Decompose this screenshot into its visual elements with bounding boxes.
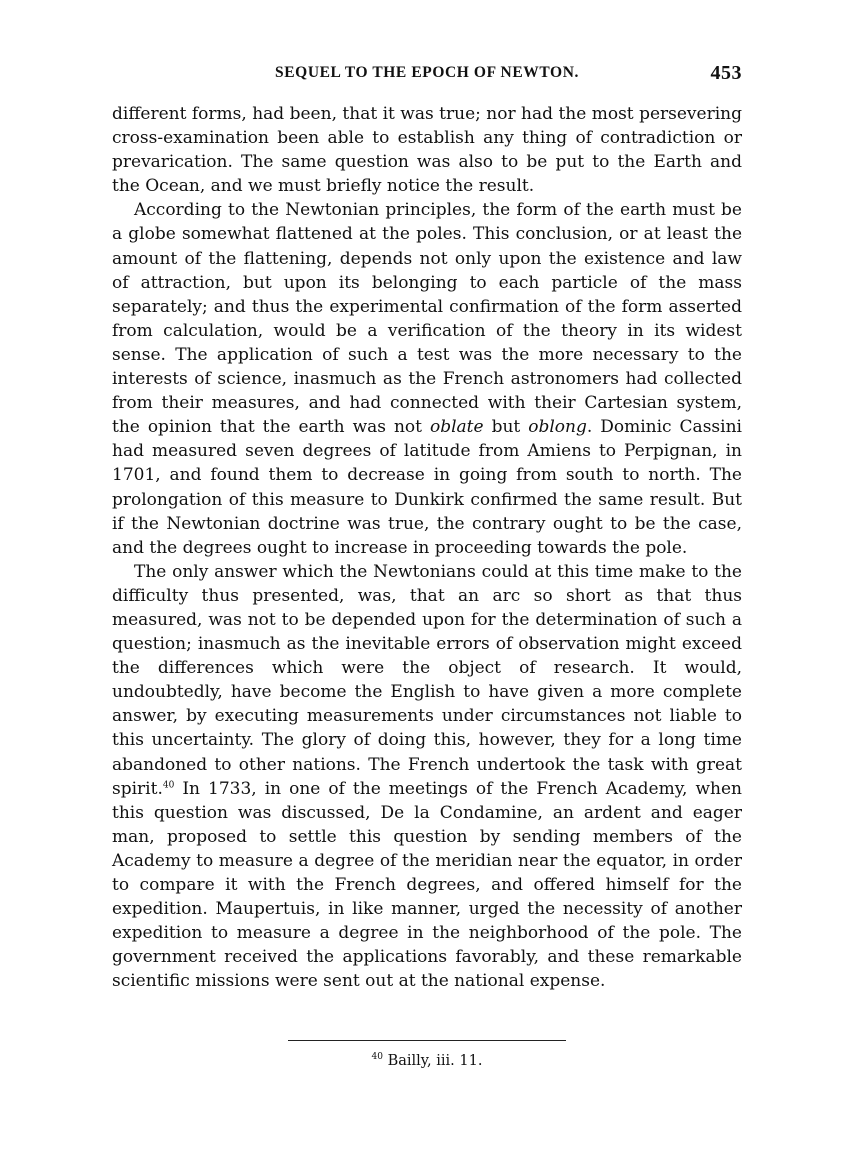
- word-oblate: oblate: [429, 417, 484, 438]
- paragraph-3-text-b: In 1733, in one of the meetings of the French Academy, when this question was discussed, De la Condamine, an ardent and eager man, proposed to settle this question by sending members of the Academy to measure a degree of the meridian near the equator, in order to compare it with the French degrees, and offered himself for the expedition. Maupertuis, in like manner, urged the necessity of another expedition to measure a degree in the neighborhood of the pole. The government received the applications favorably, and these remarkable scientific missions were sent out at the national expense.: [112, 778, 742, 992]
- page-number: 453: [710, 62, 742, 84]
- paragraph-2-text-b: but: [483, 417, 529, 438]
- running-head: [112, 60, 742, 90]
- paragraph-2: [112, 198, 742, 559]
- paragraph-2-text-c: . Dominic Cassini had measured seven degrees of latitude from Amiens to Perpignan, in 1701, and found them to decrease in going from south to north. The prolongation of this measure to Dunkirk confirmed the same result. But if the Newtonian doctrine was true, the contrary ought to be the case, and the degrees ought to increase in proceeding towards the pole.: [112, 417, 742, 558]
- running-title: SEQUEL TO THE EPOCH OF NEWTON.: [275, 64, 579, 81]
- footnote: [112, 1053, 742, 1069]
- body-text: [112, 102, 742, 993]
- paragraph-3-text-a: The only answer which the Newtonians could at this time make to the difficulty thus presented, was, that an arc so short as that thus measured, was not to be depended upon for the determination of such a question; inasmuch as the inevitable errors of observation might exceed the differences which were the object of research. It would, undoubtedly, have become the English to have given a more complete answer, by executing measurements under circumstances not liable to this uncertainty. The glory of doing this, however, they for a long time abandoned to other nations. The French undertook the task with great spirit.: [112, 561, 742, 799]
- word-oblong: oblong: [528, 417, 587, 438]
- footnote-rule: [288, 1040, 566, 1041]
- book-page: [112, 60, 742, 1069]
- paragraph-2-text-a: According to the Newtonian principles, the form of the earth must be a globe somewhat flattened at the poles. This conclusion, or at least the amount of the flattening, depends not only upon the existence and law of attraction, but upon its belonging to each particle of the mass separately; and thus the experimental confirmation of the form asserted from calculation, would be a verification of the theory in its widest sense. The application of such a test was the more necessary to the interests of science, inasmuch as the French astronomers had collected from their measures, and had connected with their Cartesian system, the opinion that the earth was not: [112, 200, 742, 438]
- footnote-text: Bailly, iii. 11.: [382, 1053, 483, 1069]
- footnote-reference: 40: [162, 779, 175, 790]
- paragraph-3: [112, 560, 742, 994]
- footnote-marker: 40: [371, 1052, 383, 1063]
- paragraph-1: [112, 102, 742, 198]
- paragraph-1-text: different forms, had been, that it was true; nor had the most persevering cross-examination been able to establish any thing of contradiction or prevarication. The same question was also to be put to the Earth and the Ocean, and we must briefly notice the result.: [112, 104, 742, 197]
